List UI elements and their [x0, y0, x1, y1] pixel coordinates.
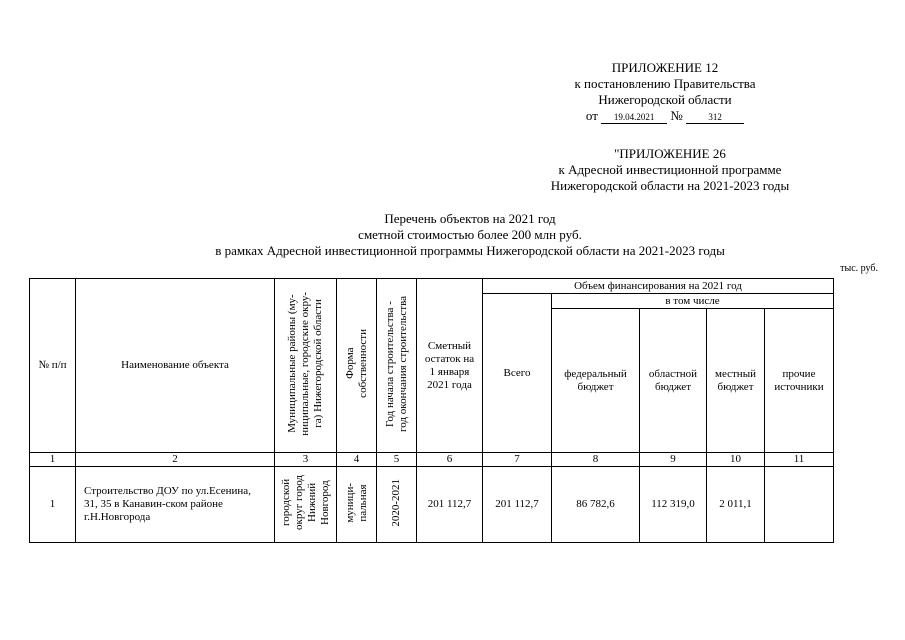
document-title-line3: в рамках Адресной инвестиционной программы Нижегородской области на 2021-2023 годы — [215, 243, 725, 258]
header-local: местный бюджет — [707, 309, 765, 453]
column-number: 10 — [707, 453, 765, 467]
header-including: в том числе — [552, 294, 834, 309]
row-years: 2020-2021 — [377, 467, 417, 543]
row-municipality: городской округ город Нижний Новгород — [275, 467, 337, 543]
resolution-date: 19.04.2021 — [601, 112, 667, 124]
header-ownership: Форма собственности — [337, 279, 377, 453]
appendix-12-line2: Нижегородской области — [598, 92, 732, 107]
header-balance: Сметный остаток на 1 января 2021 года — [417, 279, 483, 453]
column-number: 2 — [76, 453, 275, 467]
column-number: 5 — [377, 453, 417, 467]
table-row — [30, 467, 834, 543]
header-regional: областной бюджет — [640, 309, 707, 453]
units-label: тыс. руб. — [840, 263, 878, 274]
column-number: 6 — [417, 453, 483, 467]
number-prefix: № — [670, 108, 683, 123]
appendix-26-line2: Нижегородской области на 2021-2023 годы — [550, 178, 790, 193]
appendix-26-line1: к Адресной инвестиционной программе — [558, 162, 782, 177]
objects-table — [29, 278, 834, 543]
header-municipality: Муниципальные районы (му- ниципальные, городские окру- га) Нижегородской области — [275, 279, 337, 453]
date-prefix: от — [585, 108, 598, 123]
column-number: 4 — [337, 453, 377, 467]
appendix-12-dateline — [560, 108, 770, 124]
row-regional: 112 319,0 — [640, 467, 707, 543]
row-num: 1 — [30, 467, 76, 543]
column-number: 3 — [275, 453, 337, 467]
header-financing: Объем финансирования на 2021 год — [483, 279, 834, 294]
column-number: 7 — [483, 453, 552, 467]
header-name: Наименование объекта — [76, 279, 275, 453]
appendix-26-header — [515, 146, 825, 194]
header-federal: федеральный бюджет — [552, 309, 640, 453]
appendix-12-header — [560, 60, 770, 124]
row-balance: 201 112,7 — [417, 467, 483, 543]
appendix-26-title: "ПРИЛОЖЕНИЕ 26 — [614, 146, 726, 161]
column-number: 8 — [552, 453, 640, 467]
appendix-12-line1: к постановлению Правительства — [574, 76, 756, 91]
column-number: 9 — [640, 453, 707, 467]
appendix-12-title: ПРИЛОЖЕНИЕ 12 — [611, 60, 719, 75]
row-total: 201 112,7 — [483, 467, 552, 543]
document-title — [140, 211, 800, 259]
header-other: прочие источники — [765, 309, 834, 453]
row-object-name: Строительство ДОУ по ул.Есенина, 31, 35 в Канавин-ском районе г.Н.Новгорода — [76, 467, 275, 543]
row-federal: 86 782,6 — [552, 467, 640, 543]
header-total: Всего — [483, 294, 552, 453]
column-numbers-row — [30, 453, 834, 467]
row-ownership: муници- пальная — [337, 467, 377, 543]
column-number: 1 — [30, 453, 76, 467]
row-other — [765, 467, 834, 543]
document-title-line1: Перечень объектов на 2021 год — [384, 211, 556, 226]
header-years: Год начала строительства - год окончания строительства — [377, 279, 417, 453]
row-local: 2 011,1 — [707, 467, 765, 543]
column-number: 11 — [765, 453, 834, 467]
header-num: № п/п — [30, 279, 76, 453]
resolution-number: 312 — [686, 112, 744, 124]
document-title-line2: сметной стоимостью более 200 млн руб. — [358, 227, 582, 242]
